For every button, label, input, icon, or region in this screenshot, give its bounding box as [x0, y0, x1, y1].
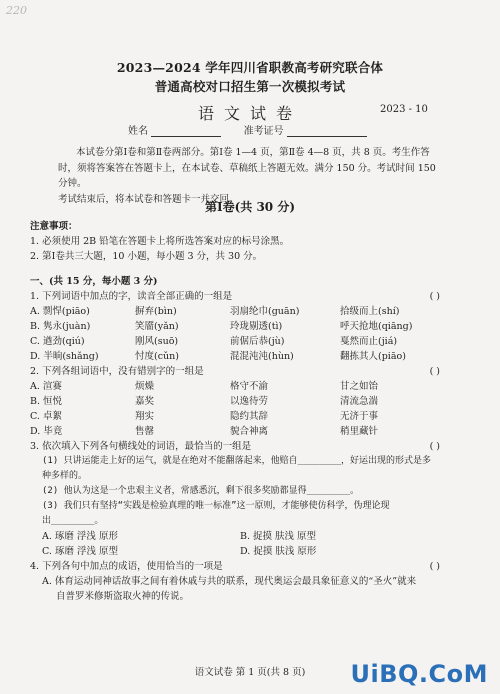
option: 玲珑剔透(tì) [230, 321, 283, 332]
option: C. 遒劲(qiú) [30, 336, 85, 347]
option: 混混沌沌(hùn) [230, 351, 294, 362]
question-2 [30, 364, 470, 379]
option: 格守不渝 [230, 381, 269, 392]
answer-paren: ( ) [429, 291, 440, 302]
option: 售罄 [135, 426, 155, 437]
exam-date: 2023 - 10 [380, 104, 428, 115]
option: 呼天抢地(qiāng) [340, 321, 413, 332]
option: 清流急湍 [340, 396, 379, 407]
section-heading: 第Ⅰ卷(共 30 分) [204, 200, 296, 214]
option: 前倨后恭(jù) [230, 336, 285, 347]
sentence-1: (1) 只讲运能走上好的运气，就是在绝对不能翻落起来，他赔自________，好运出现的形式是多 [42, 456, 432, 466]
option: 戛然而止(jiá) [340, 336, 398, 347]
option: 翔实 [135, 411, 155, 422]
name-field[interactable] [151, 125, 221, 137]
question-1 [30, 289, 470, 304]
notes-title: 注意事项： [30, 221, 78, 232]
option-row [30, 544, 470, 559]
exam-number-field[interactable] [287, 125, 367, 137]
answer-paren: ( ) [429, 561, 440, 572]
option-row [30, 424, 470, 439]
option: C. 琢磨 浮浅 原型 [42, 546, 119, 557]
sentence-1-cont: 种多样的。 [42, 471, 88, 481]
option-row [30, 304, 470, 319]
option: A. 剽悍(piāo) [30, 306, 90, 317]
subject-title: 语文试卷 [197, 104, 302, 123]
option: B. 隽永(juàn) [30, 321, 91, 332]
option: B. 捉摸 肤浅 原型 [240, 531, 317, 542]
option: 嘉奖 [135, 396, 155, 407]
option-row [30, 529, 470, 544]
option: 拾级而上(shí) [340, 306, 400, 317]
option: C. 卓絮 [30, 411, 62, 422]
option-a-line-cont: 自普罗米修斯盗取火神的传说。 [56, 591, 190, 602]
option: 无济于事 [340, 411, 379, 422]
option: 摒弃(bìn) [135, 306, 177, 317]
option: 稍里藏针 [340, 426, 379, 437]
exam-number-label: 准考证号 [243, 126, 284, 137]
option-a-line: A. 体育运动同神话故事之间有着休戚与共的联系，现代奥运会最具象征意义的“圣火”就来 [42, 576, 417, 587]
option-row [30, 349, 470, 364]
part-heading: 一、(共 15 分，每小题 3 分) [30, 276, 158, 287]
question-3 [30, 439, 470, 454]
notes [30, 219, 470, 264]
corner-mark: 220 [6, 4, 27, 17]
exam-subtitle: 普通高校对口招生第一次模拟考试 [154, 79, 346, 94]
option: D. 半晌(shǎng) [30, 351, 99, 362]
option-row [30, 394, 470, 409]
note-item: 1. 必须使用 2B 铅笔在答题卡上将所选答案对应的标号涂黑。 [30, 236, 290, 247]
option: 以逸待劳 [230, 396, 269, 407]
site-watermark: UiBQ.CoM [350, 660, 488, 688]
option: A. 琢磨 浮浅 原形 [42, 531, 118, 542]
answer-paren: ( ) [429, 441, 440, 452]
option-row [30, 409, 470, 424]
question-stem: 4. 下列各句中加点的成语，使用恰当的一项是 [30, 561, 223, 572]
part-one [30, 274, 470, 604]
option: 忖度(cǔn) [135, 351, 179, 362]
note-item: 2. 第Ⅰ卷共三大题，10 小题，每小题 3 分，共 30 分。 [30, 251, 263, 262]
option: D. 捉摸 肤浅 原形 [240, 546, 317, 557]
option: A. 渲赛 [30, 381, 62, 392]
question-stem: 1. 下列词语中加点的字，读音全部正确的一组是 [30, 291, 233, 302]
instruction-line: 考试结束后，将本试卷和答题卡一并交回。 [58, 193, 239, 205]
candidate-info-row [128, 122, 367, 137]
option: 貌合神离 [230, 426, 269, 437]
option-row [30, 319, 470, 334]
question-stem: 3. 依次填入下列各句横线处的词语，最恰当的一组是 [30, 441, 252, 452]
sentence-2: (2) 他认为这是一个忠艰主义者，常感悉沉，剩下很多奖励都显得________。 [42, 486, 360, 496]
option: B. 恒悦 [30, 396, 63, 407]
option: 刚风(suō) [135, 336, 179, 347]
option: 烦燥 [135, 381, 155, 392]
name-label: 姓名 [128, 126, 148, 137]
option: 翻拣其人(piāo) [340, 351, 406, 362]
option: 笑靥(yǎn) [135, 321, 179, 332]
option-row [30, 379, 470, 394]
question-stem: 2. 下列各组词语中，没有错别字的一组是 [30, 366, 204, 377]
question-4 [30, 559, 470, 574]
page-footer: 语文试卷 第 1 页(共 8 页) [194, 667, 306, 678]
exam-title: 2023—2024 学年四川省职教高考研究联合体 [116, 60, 384, 75]
sentence-3-cont: 出________。 [42, 516, 104, 526]
option-row [30, 334, 470, 349]
option: 羽扇纶巾(guān) [230, 306, 300, 317]
answer-paren: ( ) [429, 366, 440, 377]
option: D. 毕竟 [30, 426, 63, 437]
instruction-line: 本试卷分第Ⅰ卷和第Ⅱ卷两部分。第Ⅰ卷 1—4 页，第Ⅱ卷 4—8 页，共 8 页。考生作答 [76, 147, 430, 158]
option: 隐约其辞 [230, 411, 269, 422]
sentence-3: (3) 我们只有坚持“实践是检验真理的唯一标准”这一原则，才能够使仿科学，伪理论现 [42, 501, 390, 511]
instruction-line: 时，须将答案答在答题卡上，在本试卷、草稿纸上答题无效。满分 150 分。考试时间 150 分钟。 [58, 162, 436, 189]
option: 甘之如饴 [340, 381, 379, 392]
